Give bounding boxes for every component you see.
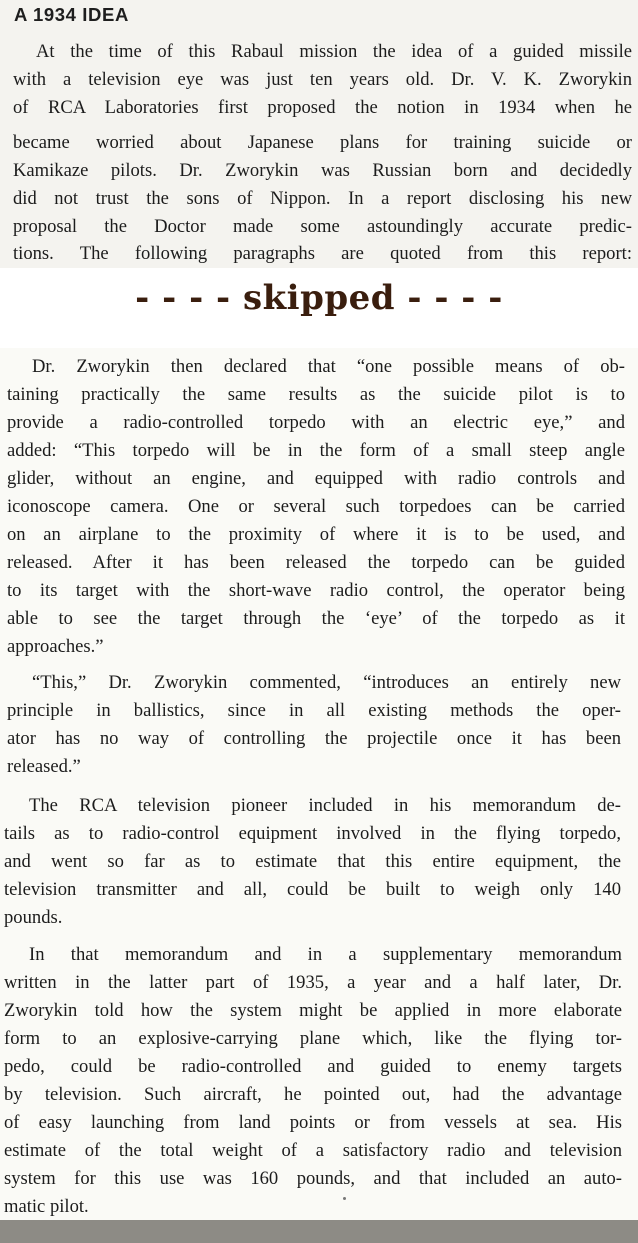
skipped-section	[0, 268, 638, 348]
text-line: television transmitter and all, could be built to weigh only 140	[4, 879, 621, 900]
quoted-section	[0, 348, 638, 1220]
text-line: taining practically the same results as the suicide pilot is to	[7, 384, 625, 405]
text-line: “This,” Dr. Zworykin commented, “introduces an entirely new	[32, 672, 621, 693]
text-line: to its target with the short-wave radio control, the operator being	[7, 580, 625, 601]
text-line: of RCA Laboratories first proposed the notion in 1934 when he	[13, 97, 632, 118]
text-line: on an airplane to the proximity of where it is to be used, and	[7, 524, 625, 545]
text-line: able to see the target through the ‘eye’ of the torpedo as it	[7, 608, 625, 629]
text-line: form to an explosive-carrying plane which, like the flying tor-	[4, 1028, 622, 1049]
text-line: and went so far as to estimate that this entire equipment, the	[4, 851, 621, 872]
print-speck	[343, 1197, 346, 1200]
bottom-border-bar	[0, 1220, 638, 1243]
text-line: by television. Such aircraft, he pointed out, had the advantage	[4, 1084, 622, 1105]
text-line: Zworykin told how the system might be applied in more elaborate	[4, 1000, 622, 1021]
text-line: with a television eye was just ten years old. Dr. V. K. Zworykin	[13, 69, 632, 90]
text-line: approaches.”	[7, 636, 104, 657]
text-line: Dr. Zworykin then declared that “one possible means of ob-	[32, 356, 625, 377]
text-line: released.”	[7, 756, 81, 777]
text-line: matic pilot.	[4, 1196, 89, 1217]
text-line: did not trust the sons of Nippon. In a report disclosing his new	[13, 188, 632, 209]
text-line: became worried about Japanese plans for training suicide or	[13, 132, 632, 153]
section-heading: A 1934 IDEA	[14, 4, 129, 25]
text-line: glider, without an engine, and equipped with radio controls and	[7, 468, 625, 489]
text-line: In that memorandum and in a supplementary memorandum	[29, 944, 622, 965]
text-line: principle in ballistics, since in all existing methods the oper-	[7, 700, 621, 721]
text-line: iconoscope camera. One or several such torpedoes can be carried	[7, 496, 625, 517]
text-line: added: “This torpedo will be in the form of a small steep angle	[7, 440, 625, 461]
text-line: released. After it has been released the torpedo can be guided	[7, 552, 625, 573]
text-line: system for this use was 160 pounds, and that included an auto-	[4, 1168, 622, 1189]
text-line: pounds.	[4, 907, 63, 928]
text-line: tails as to radio-control equipment involved in the flying torpedo,	[4, 823, 621, 844]
text-line: of easy launching from land points or from vessels at sea. His	[4, 1112, 622, 1133]
text-line: ator has no way of controlling the projectile once it has been	[7, 728, 621, 749]
intro-section	[0, 0, 638, 268]
text-line: At the time of this Rabaul mission the idea of a guided missile	[36, 41, 632, 62]
text-line: estimate of the total weight of a satisfactory radio and television	[4, 1140, 622, 1161]
text-line: pedo, could be radio-controlled and guided to enemy targets	[4, 1056, 622, 1077]
text-line: Kamikaze pilots. Dr. Zworykin was Russian born and decidedly	[13, 160, 632, 181]
skipped-marker: - - - - skipped - - - -	[135, 278, 503, 318]
text-line: written in the latter part of 1935, a year and a half later, Dr.	[4, 972, 622, 993]
text-line: provide a radio-controlled torpedo with an electric eye,” and	[7, 412, 625, 433]
text-line: tions. The following paragraphs are quoted from this report:	[13, 243, 632, 264]
text-line: The RCA television pioneer included in his memorandum de-	[29, 795, 621, 816]
text-line: proposal the Doctor made some astoundingly accurate predic-	[13, 216, 632, 237]
